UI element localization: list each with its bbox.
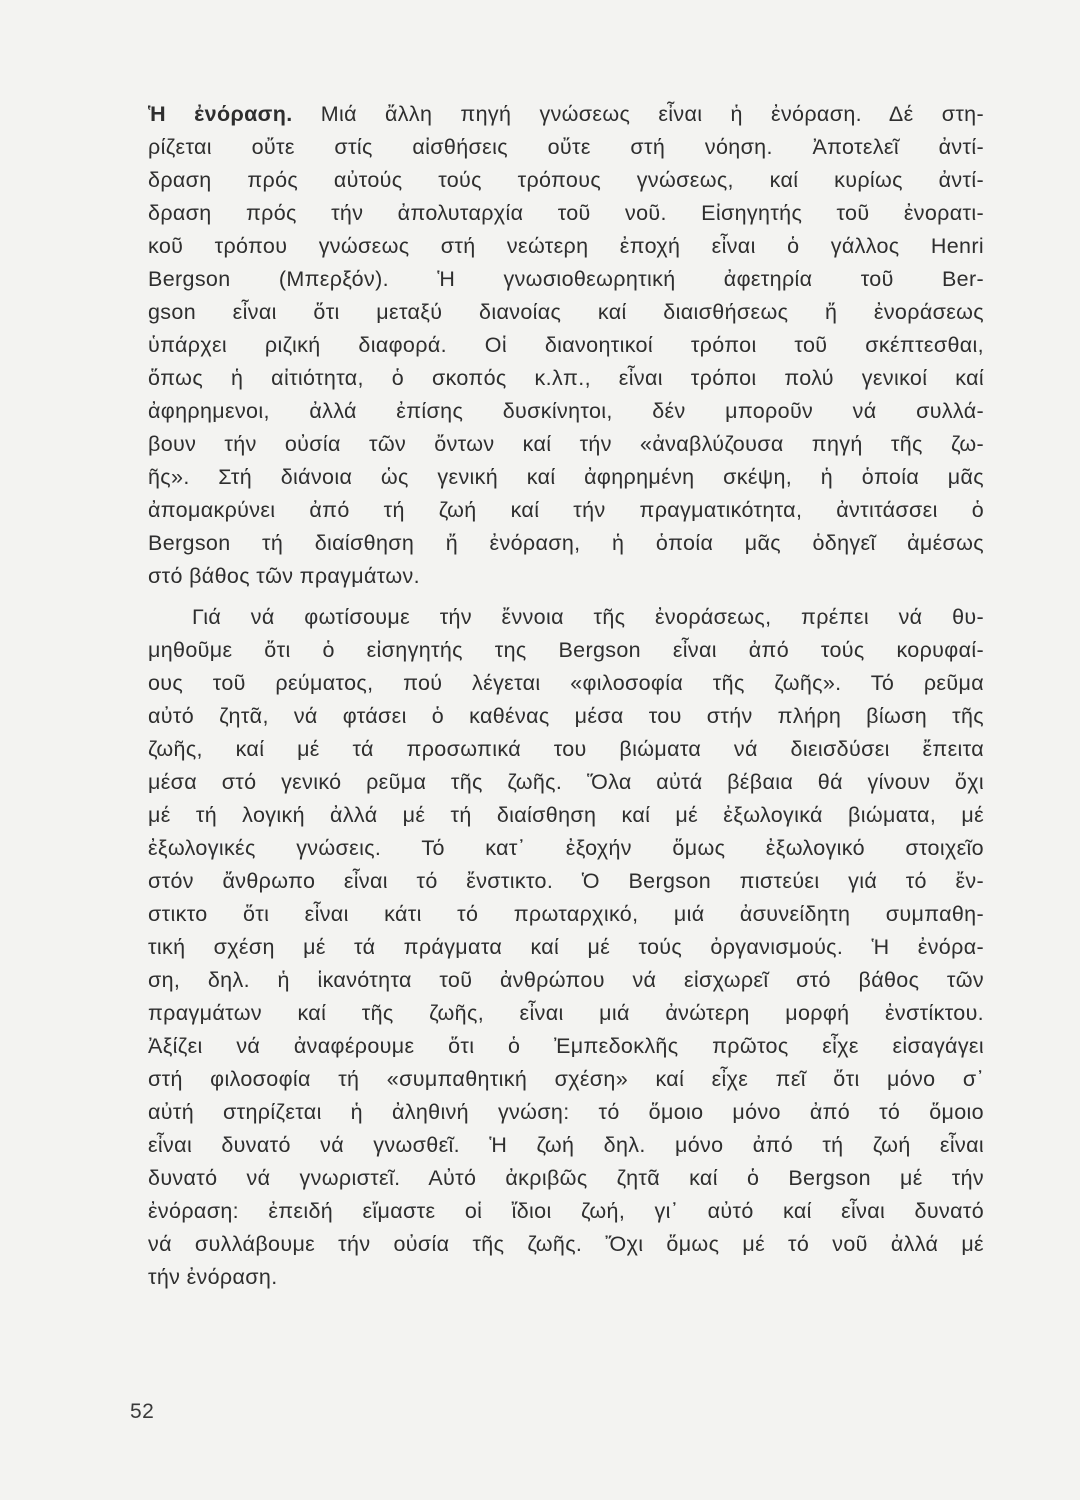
paragraph-1-line: κοῦ τρόπου γνώσεως στή νεώτερη ἐποχή εἶναι ὁ γάλλος Henri [148, 234, 984, 258]
paragraph-1-line: δραση πρός τήν ἀπολυταρχία τοῦ νοῦ. Εἰσηγητής τοῦ ἐνορατι- [148, 201, 984, 225]
paragraph-1-line: ἀφηρημενοι, ἀλλά ἐπίσης δυσκίνητοι, δέν μποροῦν νά συλλά- [148, 399, 984, 423]
paragraph-1-line: ῆς». Στή διάνοια ὡς γενική καί ἀφηρημένη σκέψη, ἡ ὁποία μᾶς [148, 465, 984, 489]
paragraph-1-line: δραση πρός αὐτούς τούς τρόπους γνώσεως, καί κυρίως ἀντί- [148, 168, 984, 192]
paragraph-2-line: εἶναι δυνατό νά γνωσθεῖ. Ἡ ζωή δηλ. μόνο ἀπό τή ζωή εἶναι [148, 1133, 984, 1157]
paragraph-1-line: ὅπως ἡ αἰτιότητα, ὁ σκοπός κ.λπ., εἶναι τρόποι πολύ γενικοί καί [148, 366, 984, 390]
paragraph-2-line: μηθοῦμε ὅτι ὁ εἰσηγητής της Bergson εἶναι ἀπό τούς κορυφαί- [148, 638, 984, 662]
paragraph-2-line: τήν ἐνόραση. [148, 1265, 278, 1289]
paragraph-1-line: βουν τήν οὐσία τῶν ὄντων καί τήν «ἀναβλύζουσα πηγή τῆς ζω- [148, 432, 984, 456]
paragraph-2-line: στόν ἄνθρωπο εἶναι τό ἔνστικτο. Ὁ Bergson πιστεύει γιά τό ἔν- [148, 869, 984, 893]
paragraph-1-line: ὑπάρχει ριζική διαφορά. Οἱ διανοητικοί τρόποι τοῦ σκέπτεσθαι, [148, 333, 984, 357]
paragraph-2-line-1: Γιά νά φωτίσουμε τήν ἔννοια τῆς ἐνοράσεως, πρέπει νά θυ- [192, 605, 984, 629]
paragraph-2-line: ους τοῦ ρεύματος, πού λέγεται «φιλοσοφία τῆς ζωῆς». Τό ρεῦμα [148, 671, 984, 695]
paragraph-1-line-1: Ἡ ἐνόραση. Μιά ἄλλη πηγή γνώσεως εἶναι ἡ ἐνόραση. Δέ στη- [148, 102, 984, 126]
paragraph-1-line: ἀπομακρύνει ἀπό τή ζωή καί τήν πραγματικότητα, ἀντιτάσσει ὁ [148, 498, 984, 522]
paragraph-2-line: Ἀξίζει νά ἀναφέρουμε ὅτι ὁ Ἐμπεδοκλῆς πρῶτος εἶχε εἰσαγάγει [148, 1034, 984, 1058]
paragraph-2-line: πραγμάτων καί τῆς ζωῆς, εἶναι μιά ἀνώτερη μορφή ἐνστίκτου. [148, 1001, 984, 1025]
paragraph-2-line: αὐτή στηρίζεται ἡ ἀληθινή γνώση: τό ὅμοιο μόνο ἀπό τό ὅμοιο [148, 1100, 984, 1124]
page-number: 52 [130, 1400, 155, 1423]
paragraph-2-line: δυνατό νά γνωριστεῖ. Αὐτό ἀκριβῶς ζητᾶ καί ὁ Bergson μέ τήν [148, 1166, 984, 1190]
paragraph-1-line: ρίζεται οὔτε στίς αἰσθήσεις οὔτε στή νόηση. Ἀποτελεῖ ἀντί- [148, 135, 984, 159]
paragraph-2-line: ἐνόραση: ἐπειδή εἴμαστε οἱ ἴδιοι ζωή, γι᾽ αὐτό καί εἶναι δυνατό [148, 1199, 984, 1223]
paragraph-2-line: τική σχέση μέ τά πράγματα καί μέ τούς ὀργανισμούς. Ἡ ἐνόρα- [148, 935, 984, 959]
paragraph-2-line: αὐτό ζητᾶ, νά φτάσει ὁ καθένας μέσα του στήν πλήρη βίωση τῆς [148, 704, 984, 728]
paragraph-2-line: ἐξωλογικές γνώσεις. Τό κατ᾽ ἐξοχήν ὅμως ἐξωλογικό στοιχεῖο [148, 836, 984, 860]
paragraph-gap [148, 593, 984, 601]
paragraph-2-line: νά συλλάβουμε τήν οὐσία τῆς ζωῆς. Ὄχι ὅμως μέ τό νοῦ ἀλλά μέ [148, 1232, 984, 1256]
body-text [148, 98, 984, 1294]
paragraph-2-line: ζωῆς, καί μέ τά προσωπικά του βιώματα νά διεισδύσει ἔπειτα [148, 737, 984, 761]
paragraph-2-line: ση, δηλ. ἡ ἱκανότητα τοῦ ἀνθρώπου νά εἰσχωρεῖ στό βάθος τῶν [148, 968, 984, 992]
paragraph-1-line: Bergson τή διαίσθηση ἤ ἐνόραση, ἡ ὁποία μᾶς ὁδηγεῖ ἀμέσως [148, 531, 984, 555]
paragraph-2-line: μέ τή λογική ἀλλά μέ τή διαίσθηση καί μέ ἐξωλογικά βιώματα, μέ [148, 803, 984, 827]
paragraph-2-line: μέσα στό γενικό ρεῦμα τῆς ζωῆς. Ὅλα αὐτά βέβαια θά γίνουν ὄχι [148, 770, 984, 794]
section-heading: Ἡ ἐνόραση. [148, 102, 293, 126]
paragraph-1-line: Bergson (Μπερξόν). Ἡ γνωσιοθεωρητική ἀφετηρία τοῦ Ber- [148, 267, 984, 291]
paragraph-2-line: στή φιλοσοφία τή «συμπαθητική σχέση» καί εἶχε πεῖ ὅτι μόνο σ᾽ [148, 1067, 984, 1091]
paragraph-1-line: στό βάθος τῶν πραγμάτων. [148, 564, 420, 588]
paragraph-2-line: στικτο ὅτι εἶναι κάτι τό πρωταρχικό, μιά ἀσυνείδητη συμπαθη- [148, 902, 984, 926]
paragraph-1-line: gson εἶναι ὅτι μεταξύ διανοίας καί διαισθήσεως ἤ ἐνοράσεως [148, 300, 984, 324]
